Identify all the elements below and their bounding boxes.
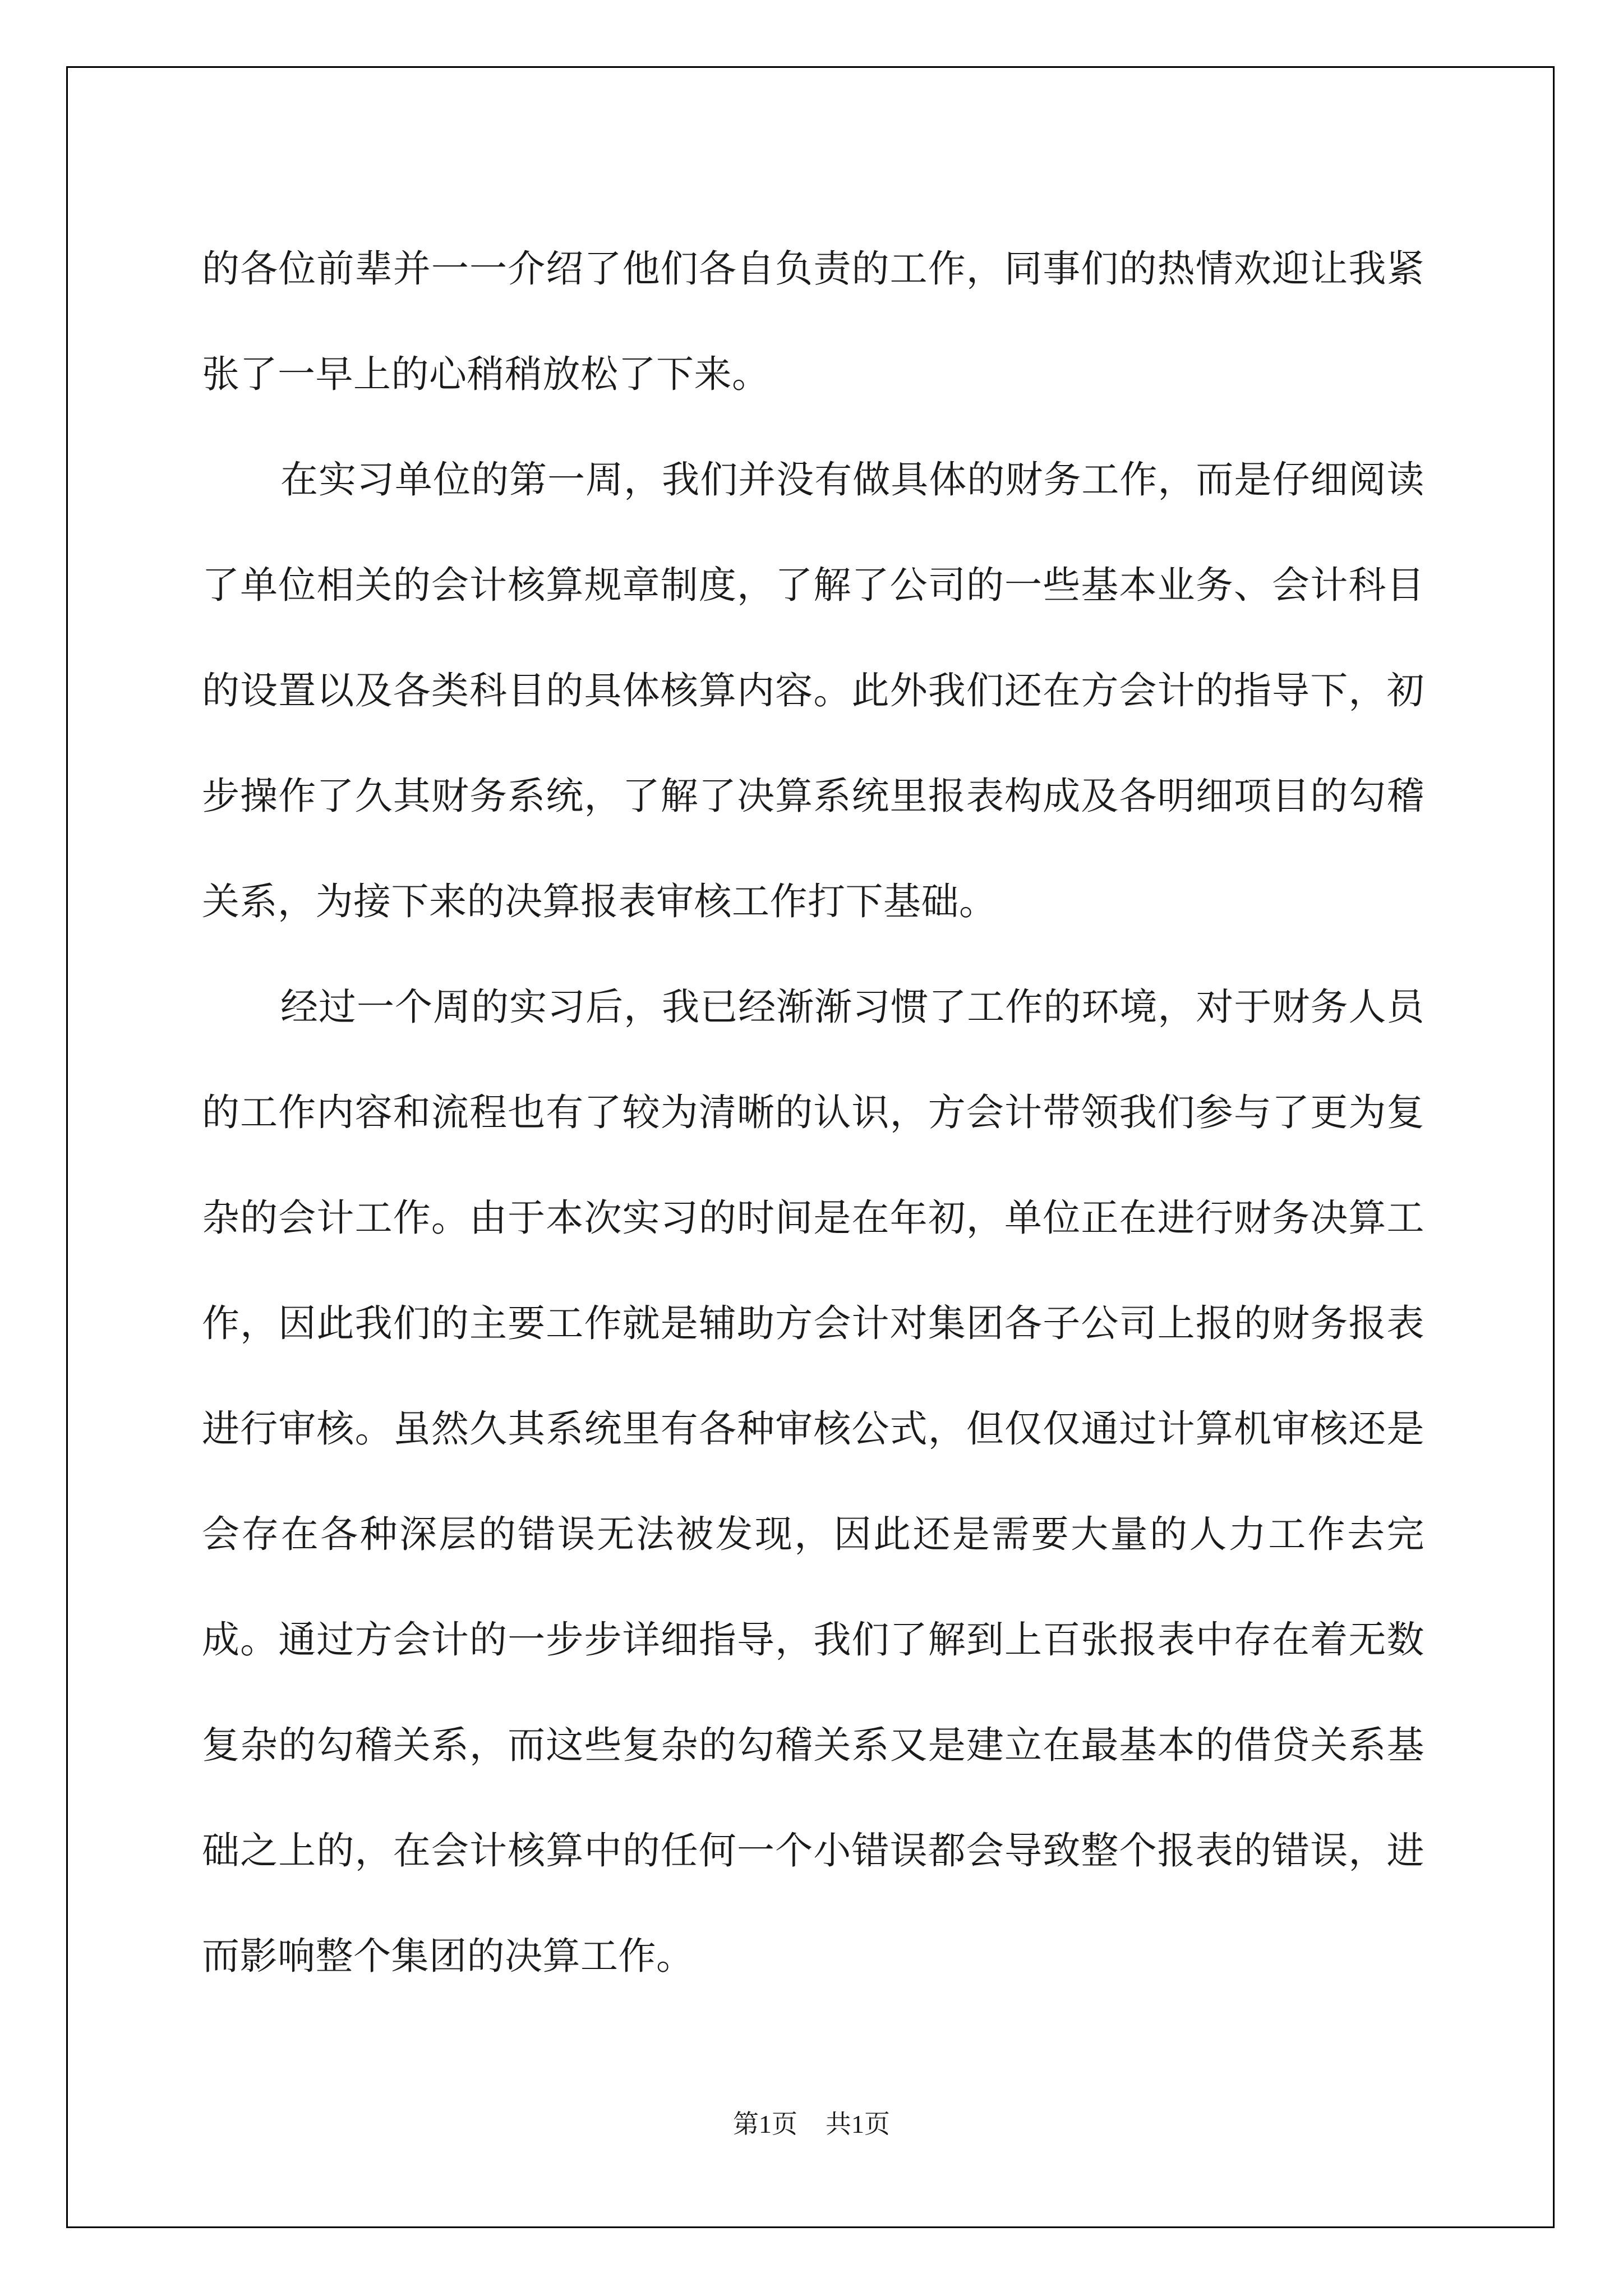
paragraph-2: 在实习单位的第一周，我们并没有做具体的财务工作，而是仔细阅读了单位相关的会计核算规章制度，了解了公司的一些基本业务、会计科目的设置以及各类科目的具体核算内容。此外我们还在方会计的指导下，初步操作了久其财务系统，了解了决算系统里报表构成及各明细项目的勾稽关系，为接下来的决算报表审核工作打下基础。 xyxy=(202,458,1424,923)
page-number: 第1页 xyxy=(733,2110,797,2138)
paragraph-1: 的各位前辈并一一介绍了他们各自负责的工作，同事们的热情欢迎让我紧张了一早上的心稍稍放松了下来。 xyxy=(202,247,1424,396)
paragraph-3: 经过一个周的实习后，我已经渐渐习惯了工作的环境，对于财务人员的工作内容和流程也有了较为清晰的认识，方会计带领我们参与了更为复杂的会计工作。由于本次实习的时间是在年初，单位正在进行财务决算工作，因此我们的主要工作就是辅助方会计对集团各子公司上报的财务报表进行审核。虽然久其系统里有各种审核公式，但仅仅通过计算机审核还是会存在各种深层的错误无法被发现，因此还是需要大量的人力工作去完成。通过方会计的一步步详细指导，我们了解到上百张报表中存在着无数复杂的勾稽关系，而这些复杂的勾稽关系又是建立在最基本的借贷关系基础之上的，在会计核算中的任何一个小错误都会导致整个报表的错误，进而影响整个集团的决算工作。 xyxy=(202,985,1424,1978)
page-footer xyxy=(0,2104,1623,2141)
document-body xyxy=(202,216,1424,2009)
page-total: 共1页 xyxy=(826,2110,890,2138)
